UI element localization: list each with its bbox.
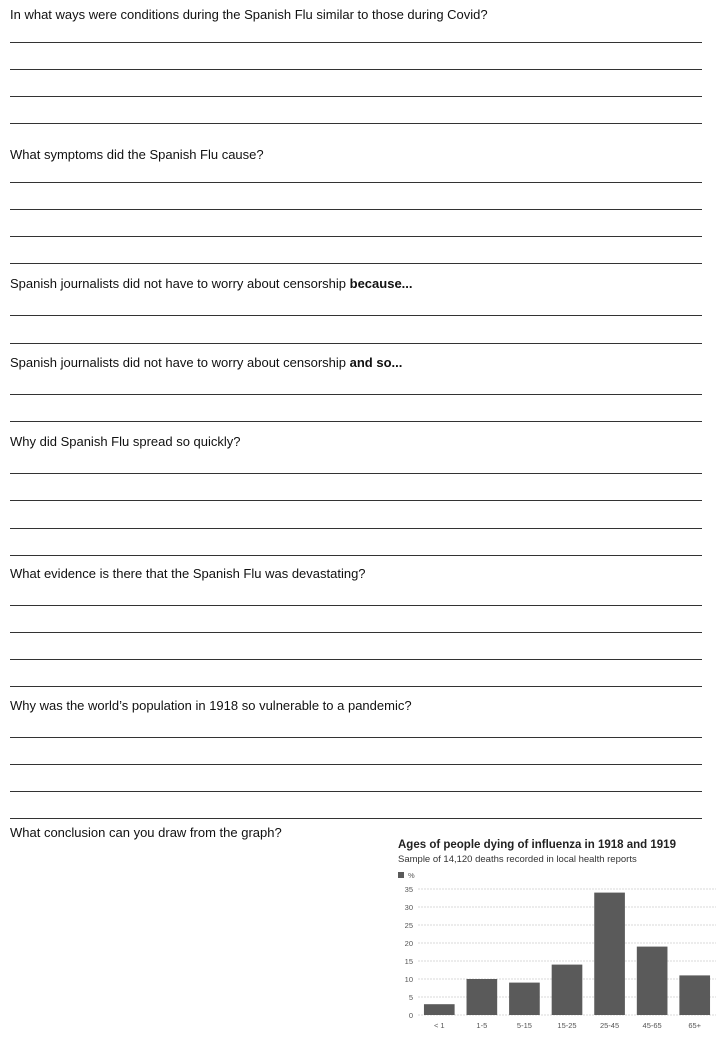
bar-1525 <box>552 965 583 1015</box>
x-tick-label: 25-45 <box>599 1021 620 1030</box>
y-tick-label: 5 <box>408 993 413 1002</box>
y-tick-label: 10 <box>404 975 413 984</box>
y-tick-label: 0 <box>408 1011 413 1020</box>
chart-subtitle: Sample of 14,120 deaths recorded in local health reports <box>398 854 637 865</box>
chart-title: Ages of people dying of influenza in 1918 and 1919 <box>398 839 676 851</box>
x-tick-label: 15-25 <box>557 1021 577 1030</box>
bar-15 <box>467 979 498 1015</box>
question-6: What evidence is there that the Spanish Flu was devastating? <box>10 566 366 581</box>
y-tick-label: 20 <box>404 939 413 948</box>
x-tick-label: 1-5 <box>476 1021 488 1030</box>
x-tick-label: 45-65 <box>642 1021 662 1030</box>
y-tick-label: 35 <box>404 885 413 894</box>
bar-515 <box>509 983 540 1015</box>
question-7: Why was the world’s population in 1918 so vulnerable to a pandemic? <box>10 698 412 713</box>
legend-label: % <box>408 871 415 880</box>
question-5: Why did Spanish Flu spread so quickly? <box>10 434 241 449</box>
bar-4565 <box>637 947 668 1015</box>
y-tick-label: 30 <box>404 903 413 912</box>
question-2: What symptoms did the Spanish Flu cause? <box>10 147 264 162</box>
x-tick-label: 65+ <box>688 1021 702 1030</box>
question-4: Spanish journalists did not have to worry about censorship and so... <box>10 355 403 370</box>
question-3: Spanish journalists did not have to worry about censorship because... <box>10 276 413 291</box>
question-1: In what ways were conditions during the Spanish Flu similar to those during Covid? <box>10 7 488 22</box>
question-8: What conclusion can you draw from the graph? <box>10 825 282 840</box>
legend-swatch <box>398 872 404 878</box>
x-tick-label: < 1 <box>433 1021 445 1030</box>
bar-2545 <box>594 893 625 1015</box>
y-tick-label: 15 <box>404 957 413 966</box>
bar-65+ <box>679 975 710 1015</box>
y-tick-label: 25 <box>404 921 413 930</box>
bar-1 <box>424 1004 455 1015</box>
x-tick-label: 5-15 <box>516 1021 532 1030</box>
